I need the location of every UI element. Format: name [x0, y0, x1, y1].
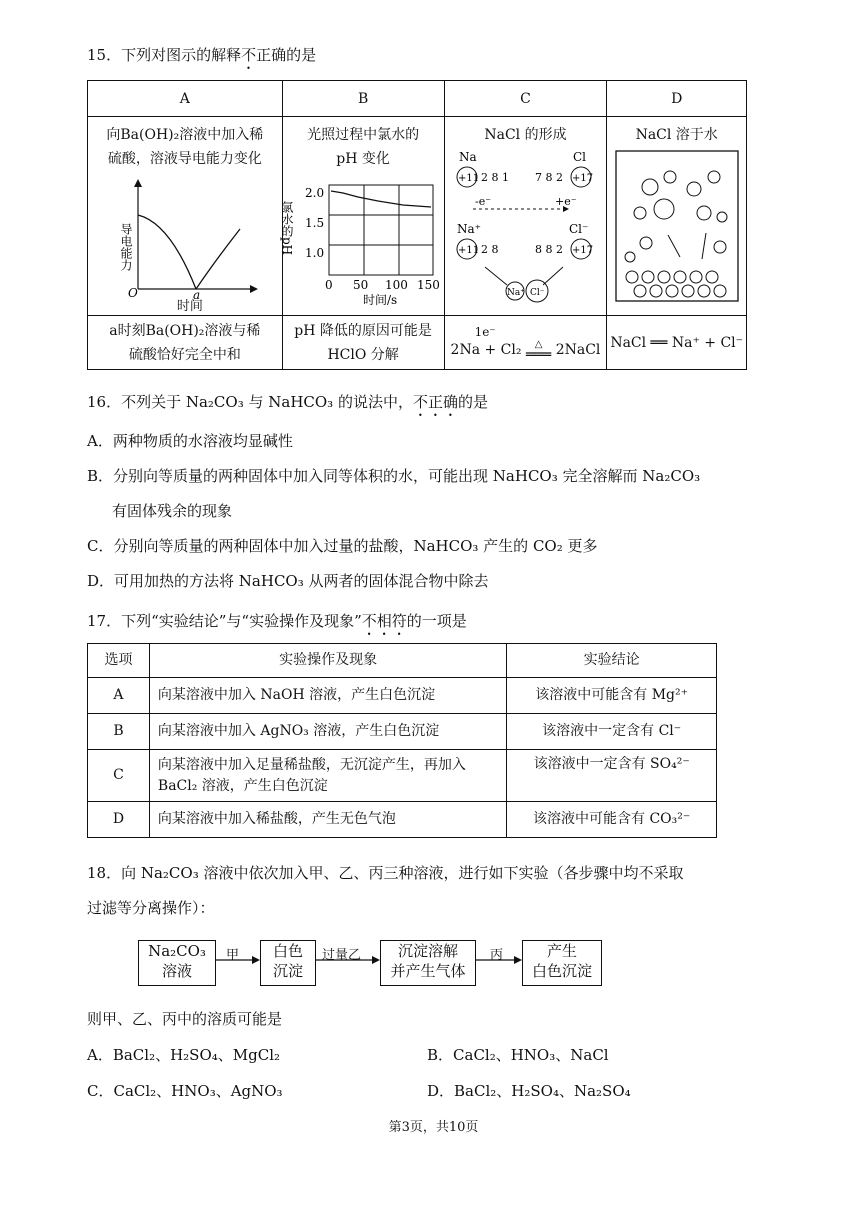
q17-title: 17．下列“实验结论”与“实验操作及现象”不相符的一项是: [87, 612, 467, 630]
q18-line1: 18．向 Na₂CO₃ 溶液中依次加入甲、乙、丙三种溶液，进行如下实验（各步骤中均不采取: [87, 864, 684, 882]
q18-arrow-1-label: 甲: [226, 948, 240, 963]
q17-row-a-op: 向某溶液中加入 NaOH 溶液，产生白色沉淀: [149, 678, 506, 714]
q15-b-explain: [282, 316, 444, 370]
q18-box-1: [138, 940, 216, 986]
q18-option-a: A．BaCl₂、H₂SO₄、MgCl₂: [87, 1046, 281, 1064]
q15-c-na-shells: 2 8 1: [481, 171, 510, 184]
q18-option-c: C．CaCl₂、HNO₃、AgNO₃: [87, 1082, 283, 1100]
q15-c-cl-nucleus: +17: [572, 173, 594, 184]
q15-c-cl-ion-small: Cl⁻: [530, 288, 545, 298]
q15-cell-c: [444, 117, 607, 316]
q18-box-4-l2: 白色沉淀: [531, 962, 592, 980]
q15-c-na-ion: Na⁺: [457, 222, 482, 236]
q18-line2: 过滤等分离操作）：: [87, 899, 215, 917]
q15-b-ytick-1: 1.5: [305, 216, 325, 230]
q18-arrow-3: [476, 955, 522, 965]
q15-c-na-ion-small: Na⁺: [507, 288, 526, 298]
q18-box-4: [522, 940, 602, 986]
q18-arrow-3-label: 丙: [490, 948, 504, 963]
q15-c-electron: -e⁻: [475, 195, 492, 208]
table-row: [88, 750, 717, 802]
q15-c-plus-electron: +e⁻: [555, 195, 578, 208]
q17-row-b-res: 该溶液中一定含有 Cl⁻: [507, 714, 717, 750]
q15-c-cl-ion-shells: 8 8 2: [535, 243, 564, 256]
q16-option-d: D．可用加热的方法将 NaHCO₃ 从两者的固体混合物中除去: [87, 572, 489, 590]
q15-b-ytick-2: 1.0: [305, 246, 325, 260]
q17-header-op: 实验操作及现象: [149, 644, 506, 678]
q15-d-explain: [607, 316, 747, 370]
q15-b-ytick-0: 2.0: [305, 186, 325, 200]
q17-row-c-res: 该溶液中一定含有 SO₄²⁻: [507, 750, 717, 802]
table-row: [88, 678, 717, 714]
q18-arrow-2-label: 过量乙: [322, 948, 362, 963]
q17-header-res: 实验结论: [507, 644, 717, 678]
q15-cell-b: [282, 117, 444, 316]
q18-arrow-1: [216, 955, 260, 965]
q15-b-xtick-3: 150: [417, 278, 441, 292]
q17-row-c-opt: C: [88, 750, 150, 802]
q17-row-d-opt: D: [88, 802, 150, 838]
q15-a-amark: a: [192, 288, 200, 302]
q15-b-xtick-2: 100: [385, 278, 409, 292]
q15-table: [87, 80, 747, 370]
q15-cell-d: [607, 117, 747, 316]
q15-b-desc1: 光照过程中氯水的: [307, 127, 420, 143]
table-row: [88, 714, 717, 750]
q17-row-d-res: 该溶液中可能含有 CO₃²⁻: [507, 802, 717, 838]
q18-box-3-l1: 沉淀溶解: [397, 942, 458, 960]
q16-option-b-cont: 有固体残余的现象: [112, 502, 233, 520]
q18-box-4-l1: 产生: [546, 942, 577, 960]
q15-header-a: A: [88, 81, 283, 117]
table-row: [88, 802, 717, 838]
q15-a-explain2: 硫酸恰好完全中和: [128, 346, 241, 363]
q15-b-yaxis: 氯水的pH: [280, 201, 295, 256]
q17-row-b-op: 向某溶液中加入 AgNO₃ 溶液，产生白色沉淀: [149, 714, 506, 750]
q15-d-diagram: [610, 147, 744, 307]
q18-ask: 则甲、乙、丙中的溶质可能是: [87, 1010, 283, 1028]
q15-c-desc: NaCl 的形成: [484, 127, 567, 143]
q15-header-b: B: [282, 81, 444, 117]
q15-c-na-ion-nucleus: +11: [458, 245, 480, 256]
q18-box-3: [380, 940, 476, 986]
q15-c-explain-eq: 2Na + Cl₂ △ ═══ 2NaCl: [450, 338, 601, 363]
q15-d-explain-text: NaCl ══ Na⁺ + Cl⁻: [610, 334, 744, 351]
q18-box-2-l1: 白色: [272, 942, 303, 960]
page-footer: 第3页，共10页: [388, 1120, 479, 1135]
q15-title: 15．下列对图示的解释不正确的是: [87, 46, 317, 64]
q18-arrow-2: [316, 955, 380, 965]
q15-b-xtick-0: 0: [325, 278, 333, 292]
q15-header-d: D: [607, 81, 747, 117]
q15-b-xtick-1: 50: [353, 278, 369, 292]
q15-c-explain-e: 1e⁻: [474, 324, 496, 339]
q18-box-1-l2: 溶液: [161, 962, 192, 980]
q15-d-desc: NaCl 溶于水: [635, 127, 718, 143]
q18-box-1-l1: Na₂CO₃: [148, 942, 206, 960]
q15-a-explain: [88, 316, 283, 370]
q15-b-explain1: pH 降低的原因可能是: [294, 322, 432, 339]
q15-header-c: C: [444, 81, 607, 117]
q17-row-a-opt: A: [88, 678, 150, 714]
q17-row-c-op-line2: BaCl₂ 溶液，产生白色沉淀: [157, 777, 328, 794]
q15-c-na-nucleus: +11: [458, 173, 480, 184]
q18-option-b: B．CaCl₂、HNO₃、NaCl: [427, 1046, 609, 1064]
q16-option-b: B．分别向等质量的两种固体中加入同等体积的水，可能出现 NaHCO₃ 完全溶解而 Na₂CO₃: [87, 467, 701, 485]
q17-row-a-res: 该溶液中可能含有 Mg²⁺: [507, 678, 717, 714]
q17-header-opt: 选项: [88, 644, 150, 678]
q15-cell-a: [88, 117, 283, 316]
q15-c-cl-ion: Cl⁻: [569, 222, 589, 236]
q17-row-b-opt: B: [88, 714, 150, 750]
q15-c-explain: [444, 316, 607, 370]
q15-c-cl-label: Cl: [573, 150, 587, 164]
q18-box-3-l2: 并产生气体: [390, 962, 466, 980]
q15-a-explain1: a时刻Ba(OH)₂溶液与稀: [109, 322, 261, 339]
q17-row-c-op-line1: 向某溶液中加入足量稀盐酸，无沉淀产生，再加入: [157, 756, 466, 773]
q15-b-explain2: HClO 分解: [327, 346, 399, 363]
q15-c-diagram: [445, 147, 605, 307]
q15-c-na-ion-shells: 2 8: [481, 243, 499, 256]
q15-c-cl-shells: 7 8 2: [535, 171, 564, 184]
q15-a-chart: [90, 171, 280, 301]
q17-row-c-op: [149, 750, 506, 802]
q18-box-2: [260, 940, 316, 986]
q15-c-na-label: Na: [459, 150, 478, 164]
q15-a-desc2: 硫酸，溶液导电能力变化: [107, 151, 262, 167]
q15-a-desc1: 向Ba(OH)₂溶液中加入稀: [106, 127, 264, 143]
q15-a-xaxis: 时间: [176, 299, 203, 314]
q15-b-desc2: pH 变化: [336, 151, 390, 167]
q17-row-d-op: 向某溶液中加入稀盐酸，产生无色气泡: [149, 802, 506, 838]
q18-box-2-l2: 沉淀: [272, 962, 303, 980]
q18-option-d: D．BaCl₂、H₂SO₄、Na₂SO₄: [427, 1082, 631, 1100]
q15-b-chart: [280, 171, 443, 311]
q15-a-yaxis: 导电能力: [118, 223, 133, 271]
q15-b-xaxis: 时间/s: [363, 293, 398, 307]
q15-c-cl-ion-nucleus: +17: [572, 245, 594, 256]
q16-option-c: C．分别向等质量的两种固体中加入过量的盐酸，NaHCO₃ 产生的 CO₂ 更多: [87, 537, 598, 555]
q15-a-origin: O: [127, 286, 138, 300]
q16-title: 16．不列关于 Na₂CO₃ 与 NaHCO₃ 的说法中，不正确的是: [87, 393, 488, 411]
q17-table: [87, 643, 717, 838]
q16-option-a: A．两种物质的水溶液均显碱性: [87, 432, 293, 450]
